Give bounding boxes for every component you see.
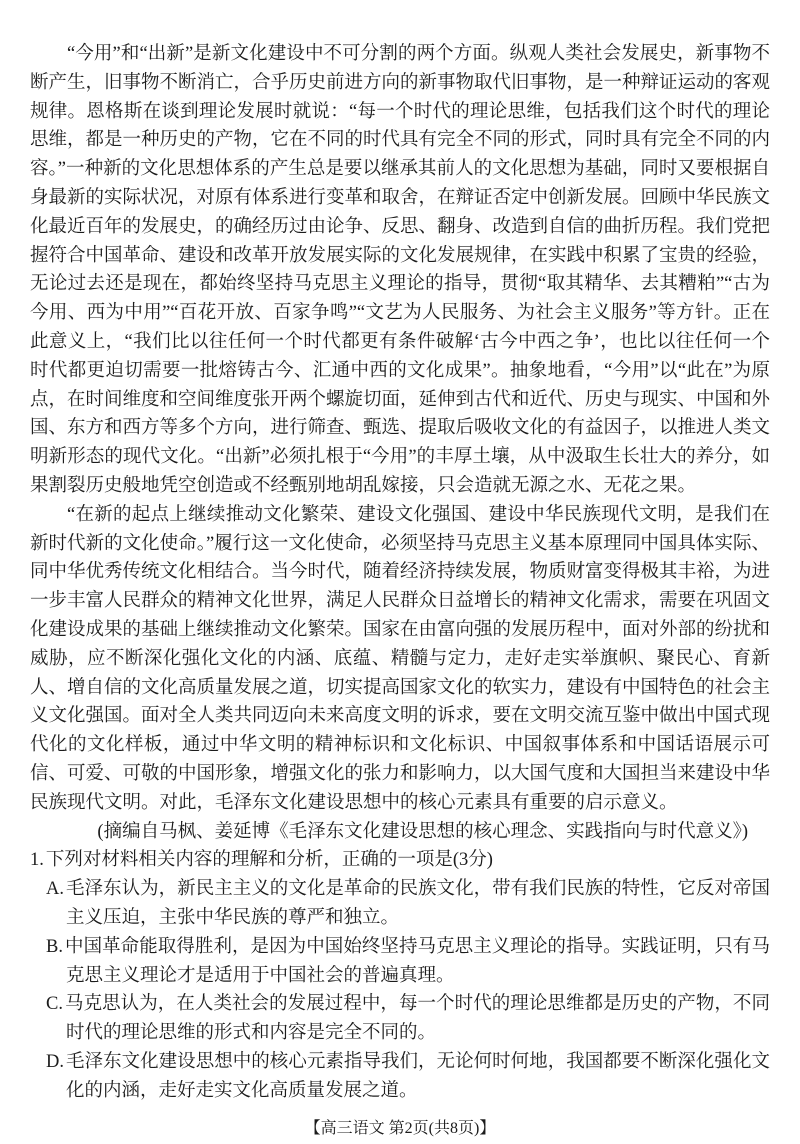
option-b-label: B. <box>46 936 63 957</box>
option-a-label: A. <box>46 879 64 900</box>
option-d-text: 毛泽东文化建设思想中的核心元素指导我们，无论何时何地，我国都要不断深化强化文化的内涵，走好走实文化高质量发展之道。 <box>66 1051 770 1101</box>
question-1 <box>30 846 770 1105</box>
page-footer: 【高三语文 第2页(共8页)】 <box>304 1120 496 1138</box>
option-b <box>30 933 770 991</box>
body-paragraph-1: “今用”和“出新”是新文化建设中不可分割的两个方面。纵观人类社会发展史，新事物不断产生，旧事物不断消亡，合乎历史前进方向的新事物取代旧事物，是一种辩证运动的客观规律。恩格斯在谈到理论发展时就说：“每一个时代的理论思维，包括我们这个时代的理论思维，都是一种历史的产物，它在不同的时代具有完全不同的形式，同时具有完全不同的内容。”一种新的文化思想体系的产生总是要以继承其前人的文化思想为基础，同时又要根据自身最新的实际状况，对原有体系进行变革和取舍，在辩证否定中创新发展。回顾中华民族文化最近百年的发展史，的确经历过由论争、反思、翻身、改造到自信的曲折历程。我们党把握符合中国革命、建设和改革开放发展实际的文化发展规律，在实践中积累了宝贵的经验，无论过去还是现在，都始终坚持马克思主义理论的指导，贯彻“取其精华、去其糟粕”“古为今用、西为中用”“百花开放、百家争鸣”“文艺为人民服务、为社会主义服务”等方针。正在此意义上，“我们比以往任何一个时代都更有条件破解‘古今中西之争’，也比以往任何一个时代都更迫切需要一批熔铸古今、汇通中西的文化成果”。抽象地看，“今用”以“此在”为原点，在时间维度和空间维度张开两个螺旋切面，延伸到古代和近代、历史与现实、中国和外国、东方和西方等多个方向，进行筛查、甄选、提取后吸收文化的有益因子，以推进人类文明新形态的现代文化。“出新”必须扎根于“今用”的丰厚土壤，从中汲取生长壮大的养分，如果割裂历史般地凭空创造或不经甄别地胡乱嫁接，只会造就无源之水、无花之果。 <box>30 44 771 496</box>
question-stem-line <box>30 846 770 875</box>
question-number: 1. <box>30 850 44 871</box>
option-a <box>30 875 770 933</box>
question-stem: 下列对材料相关内容的理解和分析，正确的一项是(3分) <box>45 850 493 871</box>
source-citation: (摘编自马枫、姜延博《毛泽东文化建设思想的核心理念、实践指向与时代意义》) <box>97 821 748 842</box>
option-a-text: 毛泽东认为，新民主主义的文化是革命的民族文化，带有我们民族的特性，它反对帝国主义压迫，主张中华民族的尊严和独立。 <box>66 879 770 928</box>
option-c-label: C. <box>46 994 63 1015</box>
body-paragraph-2: “在新的起点上继续推动文化繁荣、建设文化强国、建设中华民族现代文明，是我们在新时代新的文化使命。”履行这一文化使命，必须坚持马克思主义基本原理同中国具体实际、同中华优秀传统文化相结合。当今时代，随着经济持续发展，物质财富变得极其丰裕，为进一步丰富人民群众的精神文化世界，满足人民群众日益增长的精神文化需求，需要在巩固文化建设成果的基础上继续推动文化繁荣。国家在由富向强的发展历程中，面对外部的纷扰和威胁，应不断深化强化文化的内涵、底蕴、精髓与定力，走好走实举旗帜、聚民心、育新人、增自信的文化高质量发展之道，切实提高国家文化的软实力，建设有中国特色的社会主义文化强国。面对全人类共同迈向未来高度文明的诉求，要在文明交流互鉴中做出中国式现代化的文化样板，通过中华文明的精神标识和文化标识、中国叙事体系和中国话语展示可信、可爱、可敬的中国形象，增强文化的张力和影响力，以大国气度和大国担当来建设中华民族现代文明。对此，毛泽东文化建设思想中的核心元素具有重要的启示意义。 <box>30 504 771 813</box>
option-d <box>30 1048 770 1106</box>
option-d-label: D. <box>46 1051 64 1072</box>
option-c <box>30 990 770 1048</box>
option-b-text: 中国革命能取得胜利，是因为中国始终坚持马克思主义理论的指导。实践证明，只有马克思主义理论才是适用于中国社会的普遍真理。 <box>64 936 770 986</box>
option-c-text: 马克思认为，在人类社会的发展过程中，每一个时代的理论思维都是历史的产物，不同时代的理论思维的形式和内容是完全不同的。 <box>64 994 770 1044</box>
